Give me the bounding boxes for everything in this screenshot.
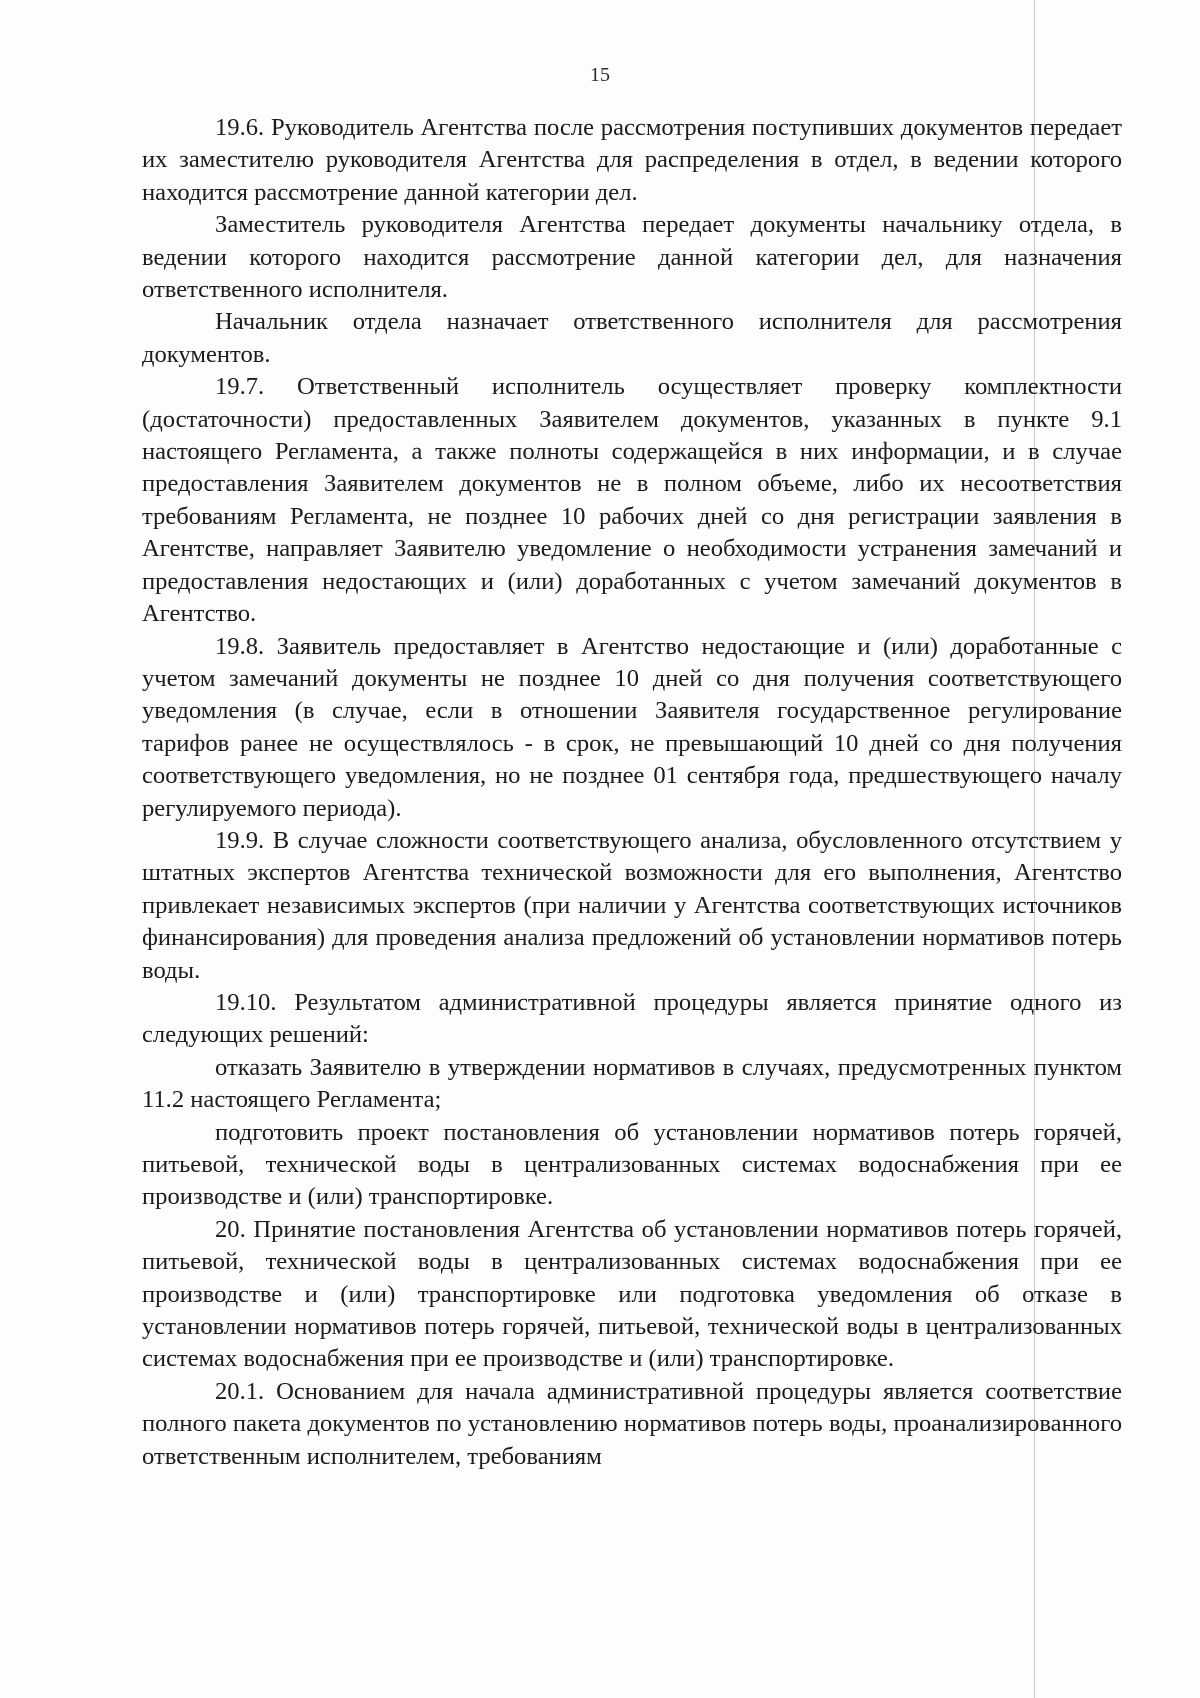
paragraph-19-8: 19.8. Заявитель предоставляет в Агентство недостающие и (или) доработанные с учетом замечаний документы не позднее 10 дней со дня получения соответствующего уведомления (в случае, если в отношении Заявителя государственное регулирование тарифов ранее не осуществлялось - в срок, не превышающий 10 дней со дня получения соответствующего уведомления, но не позднее 01 сентября года, предшествующего началу регулируемого периода). <box>142 632 1122 822</box>
document-body <box>142 112 1122 1473</box>
paragraph-20: 20. Принятие постановления Агентства об установлении нормативов потерь горячей, питьевой, технической воды в централизованных системах водоснабжения при ее производстве и (или) транспортировке или подготовка уведомления об отказе в установлении нормативов потерь горячей, питьевой, технической воды в централизованных системах водоснабжения при ее производстве и (или) транспортировке. <box>142 1215 1122 1373</box>
page-number: 15 <box>590 64 610 86</box>
paragraph-department-head: Начальник отдела назначает ответственного исполнителя для рассмотрения документов. <box>142 308 1122 368</box>
paragraph-decision-prepare: подготовить проект постановления об установлении нормативов потерь горячей, питьевой, технической воды в централизованных системах водоснабжения при ее производстве и (или) транспортировке. <box>142 1118 1122 1211</box>
paragraph-19-7: 19.7. Ответственный исполнитель осуществляет проверку комплектности (достаточности) предоставленных Заявителем документов, указанных в пункте 9.1 настоящего Регламента, а также полноты содержащейся в них информации, и в случае предоставления Заявителем документов не в полном объеме, либо их несоответствия требованиям Регламента, не позднее 10 рабочих дней со дня регистрации заявления в Агентстве, направляет Заявителю уведомление о необходимости устранения замечаний и предоставления недостающих и (или) доработанных с учетом замечаний документов в Агентство. <box>142 373 1122 628</box>
paragraph-deputy-head: Заместитель руководителя Агентства передает документы начальнику отдела, в ведении которого находится рассмотрение данной категории дел, для назначения ответственного исполнителя. <box>142 211 1122 304</box>
paragraph-decision-refuse: отказать Заявителю в утверждении нормативов в случаях, предусмотренных пунктом 11.2 настоящего Регламента; <box>142 1053 1122 1114</box>
paragraph-19-10: 19.10. Результатом административной процедуры является принятие одного из следующих решений: <box>142 988 1122 1049</box>
paragraph-19-9: 19.9. В случае сложности соответствующего анализа, обусловленного отсутствием у штатных экспертов Агентства технической возможности для его выполнения, Агентство привлекает независимых экспертов (при наличии у Агентства соответствующих источников финансирования) для проведения анализа предложений об установлении нормативов потерь воды. <box>142 826 1122 984</box>
paragraph-19-6: 19.6. Руководитель Агентства после рассмотрения поступивших документов передает их заместителю руководителя Агентства для распределения в отдел, в ведении которого находится рассмотрение данной категории дел. <box>142 114 1122 206</box>
paragraph-20-1: 20.1. Основанием для начала административной процедуры является соответствие полного пакета документов по установлению нормативов потерь воды, проанализированного ответственным исполнителем, требованиям <box>142 1377 1122 1470</box>
